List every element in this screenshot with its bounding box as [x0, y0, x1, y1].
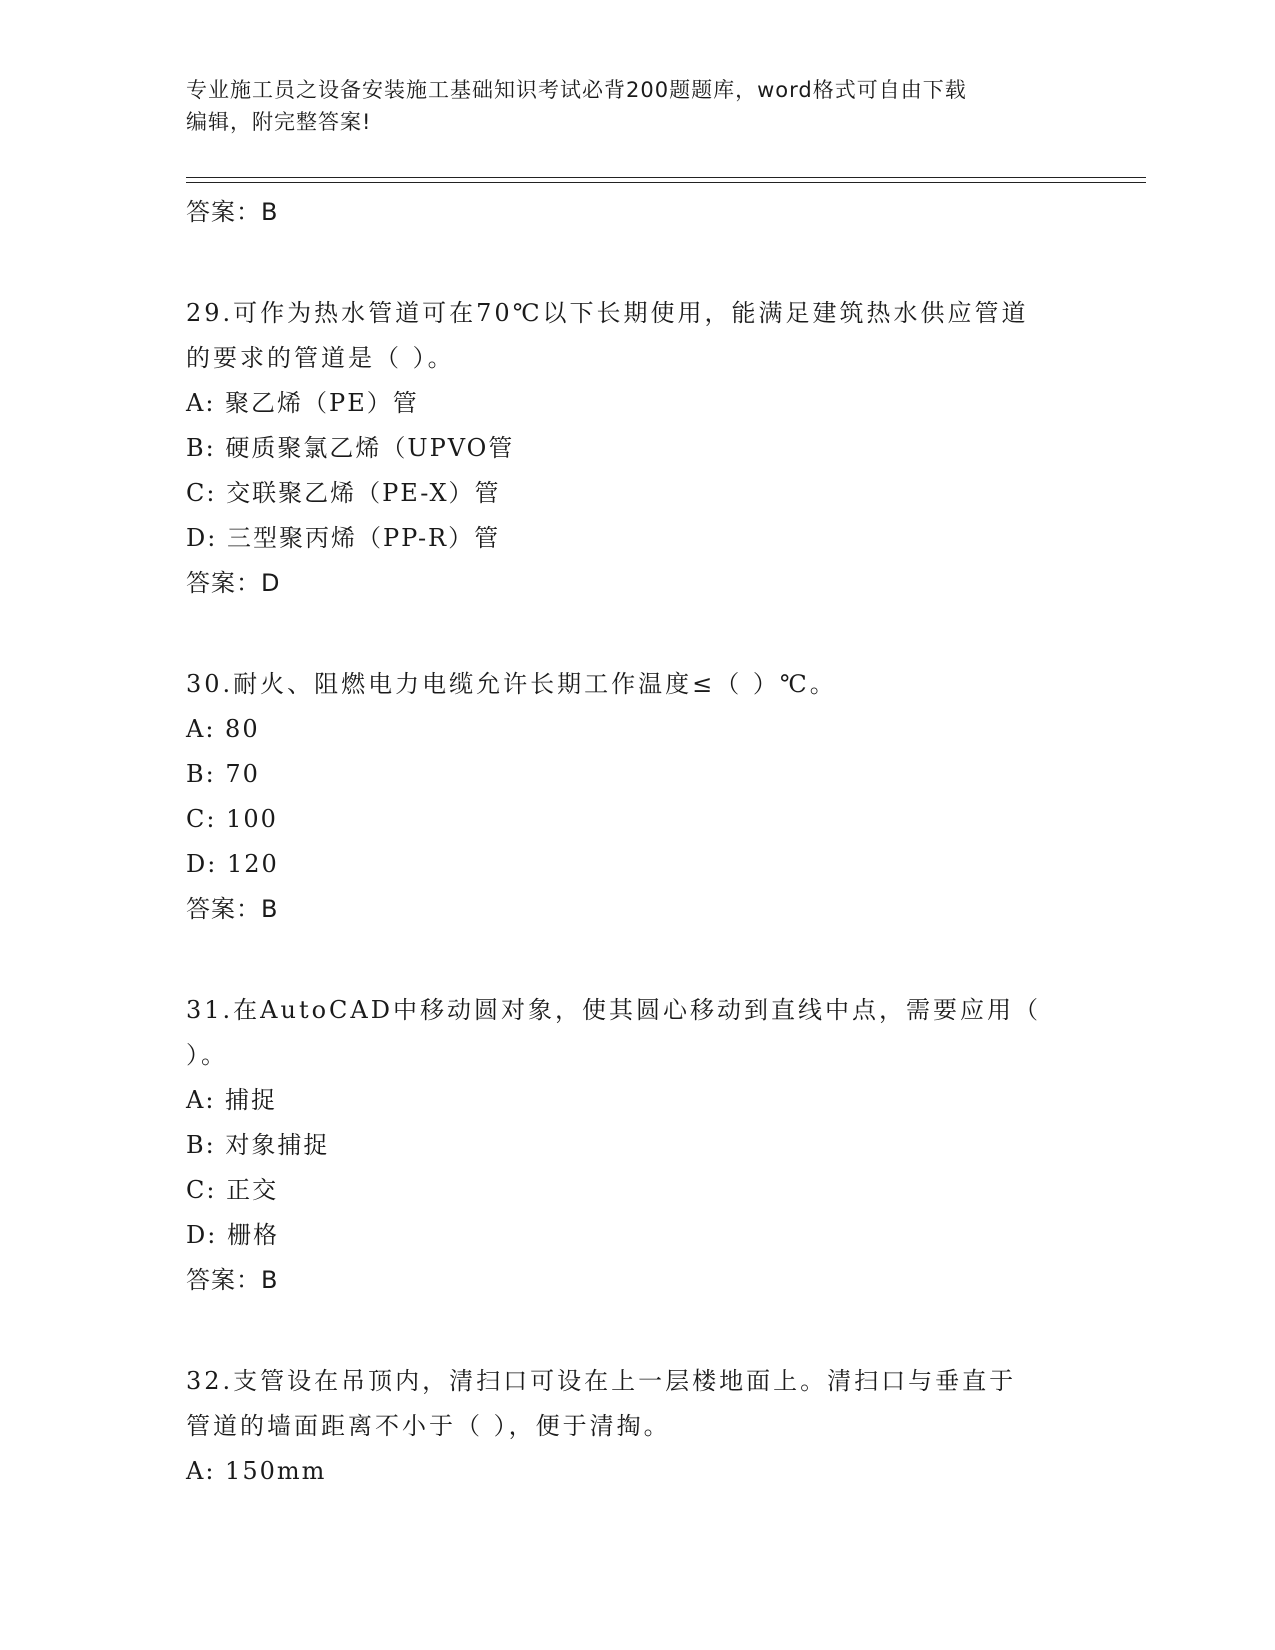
answer-label: 答案：B — [186, 895, 279, 923]
answer-label: 答案：B — [186, 1266, 279, 1294]
question-text-continued: ）。 — [186, 1041, 228, 1069]
option-c: C: 100 — [186, 805, 278, 833]
option-c: C: 交联聚乙烯（PE-X）管 — [186, 479, 501, 507]
question-31 — [186, 988, 1086, 1302]
question-list — [186, 190, 1086, 1494]
option-d: D: 120 — [186, 850, 279, 878]
question-text-continued: 管道的墙面距离不小于（ ），便于清掏。 — [186, 1412, 671, 1440]
answer-label: 答案：B — [186, 198, 279, 226]
question-29 — [186, 291, 1086, 605]
option-a: A: 150mm — [186, 1457, 327, 1485]
question-text: 32.支管设在吊顶内，清扫口可设在上一层楼地面上。清扫口与垂直于 — [186, 1367, 1017, 1395]
option-b: B: 70 — [186, 760, 260, 788]
option-b: B: 对象捕捉 — [186, 1131, 330, 1159]
question-30 — [186, 662, 1086, 931]
option-b: B: 硬质聚氯乙烯（UPVO管 — [186, 434, 515, 462]
question-text-continued: 的要求的管道是（ ）。 — [186, 344, 455, 372]
question-text: 29.可作为热水管道可在70℃以下长期使用，能满足建筑热水供应管道 — [186, 299, 1029, 327]
question-text: 30.耐火、阻燃电力电缆允许长期工作温度≤（ ）℃。 — [186, 670, 837, 698]
question-32 — [186, 1359, 1086, 1494]
header-divider-bottom — [186, 182, 1146, 183]
option-d: D: 三型聚丙烯（PP-R）管 — [186, 524, 501, 552]
option-c: C: 正交 — [186, 1176, 279, 1204]
header-line-2: 编辑，附完整答案! — [186, 110, 372, 134]
header-line-1: 专业施工员之设备安装施工基础知识考试必背200题题库，word格式可自由下载 — [186, 78, 967, 102]
option-d: D: 栅格 — [186, 1221, 279, 1249]
option-a: A: 80 — [186, 715, 260, 743]
option-a: A: 聚乙烯（PE）管 — [186, 389, 419, 417]
question-text: 31.在AutoCAD中移动圆对象，使其圆心移动到直线中点，需要应用（ — [186, 996, 1041, 1024]
header-divider-top — [186, 177, 1146, 178]
option-a: A: 捕捉 — [186, 1086, 278, 1114]
answer-label: 答案：D — [186, 569, 281, 597]
document-header — [186, 74, 1066, 138]
